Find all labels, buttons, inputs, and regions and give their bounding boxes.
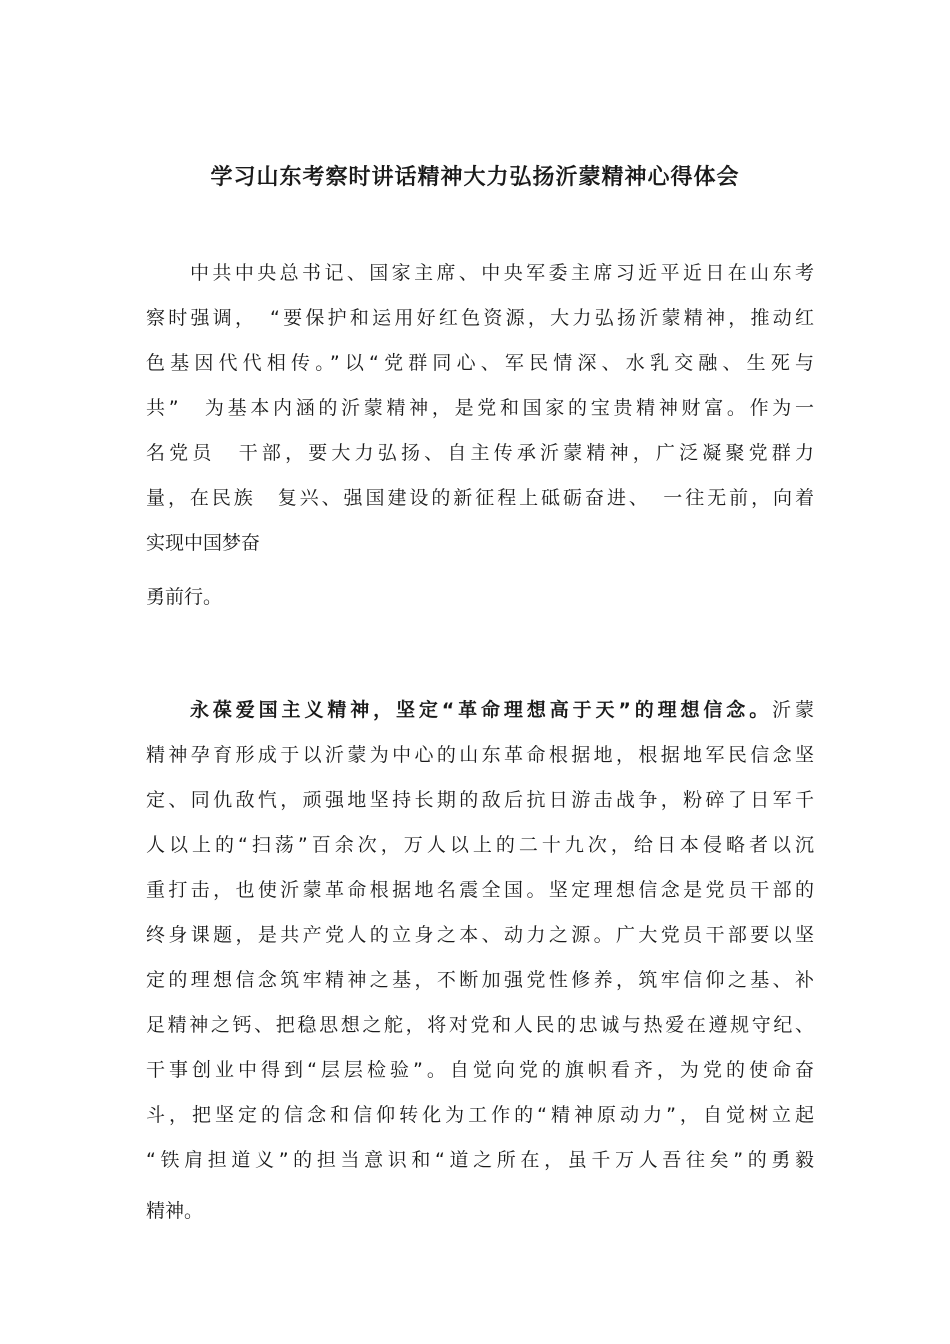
intro-line: 察时强调， “要保护和运用好红色资源，大力弘扬沂蒙精神，推动红 [146,307,814,329]
section-line: 定、同仇敌忾，顽强地坚持长期的敌后抗日游击战争，粉碎了日军千 [146,789,814,811]
section-line: 精神孕育形成于以沂蒙为中心的山东革命根据地，根据地军民信念坚 [146,744,814,766]
section-line: 干事创业中得到“层层检验”。自觉向党的旗帜看齐，为党的使命奋 [146,1059,814,1081]
section-line: 终身课题，是共产党人的立身之本、动力之源。广大党员干部要以坚 [146,924,814,946]
intro-line: 色基因代代相传。”以“党群同心、军民情深、水乳交融、生死与 [146,352,814,374]
section-first-line [190,695,814,725]
document-title: 学习山东考察时讲话精神大力弘扬沂蒙精神心得体会 [210,165,740,190]
section-line: 重打击，也使沂蒙革命根据地名震全国。坚定理想信念是党员干部的 [146,879,814,901]
section-first-line-text: 沂蒙 [772,699,814,721]
section-line: 定的理想信念筑牢精神之基，不断加强党性修养，筑牢信仰之基、补 [146,969,814,991]
intro-line: 量，在民族 复兴、强国建设的新征程上砥砺奋进、 一往无前，向着 [146,487,814,509]
intro-line: 共” 为基本内涵的沂蒙精神，是党和国家的宝贵精神财富。作为一 [146,397,814,419]
intro-line: 中共中央总书记、国家主席、中央军委主席习近平近日在山东考 [190,262,814,284]
section-line: 人以上的“扫荡”百余次，万人以上的二十九次，给日本侵略者以沉 [146,834,814,856]
section-line: 足精神之钙、把稳思想之舵，将对党和人民的忠诚与热爱在遵规守纪、 [146,1014,814,1036]
section-line: 斗，把坚定的信念和信仰转化为工作的“精神原动力”，自觉树立起 [146,1104,814,1126]
section-lead-sentence: 永葆爱国主义精神，坚定“革命理想高于天”的理想信念。 [190,699,773,721]
intro-line: 名党员 干部，要大力弘扬、自主传承沂蒙精神，广泛凝聚党群力 [146,442,814,464]
section-line: “铁肩担道义”的担当意识和“道之所在，虽千万人吾往矣”的勇毅 [146,1149,814,1171]
section-line: 精神。 [146,1200,204,1222]
intro-line: 勇前行。 [146,586,223,608]
intro-line: 实现中国梦奋 [146,532,261,554]
